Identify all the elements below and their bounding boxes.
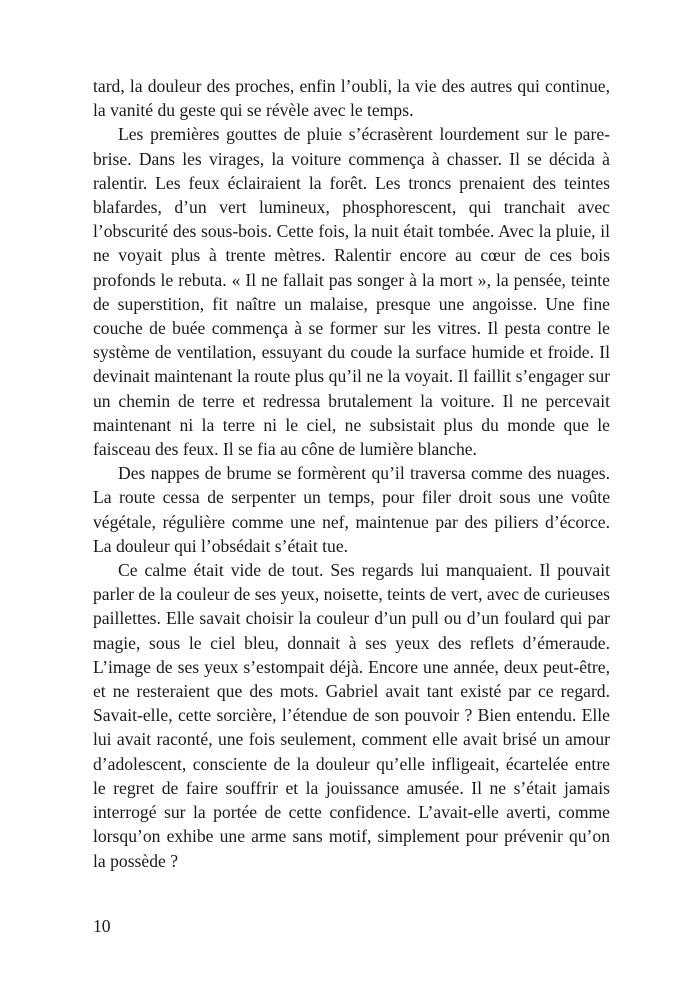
page-number: 10 — [93, 916, 111, 936]
paragraph-continued: tard, la douleur des proches, enfin l’oubli, la vie des autres qui continue, la vanité du geste qui se révèle avec le temps. — [93, 76, 610, 121]
paragraph-rain: Les premières gouttes de pluie s’écrasèrent lourdement sur le pare-brise. Dans les virages, la voiture commença à chasser. Il se décida à ralentir. Les feux éclairaient la forêt. Les troncs prenaient des teintes blafardes, d’un vert lumineux, phosphorescent, qui tranchait avec l’obscurité des sous-bois. Cette fois, la nuit était tombée. Avec la pluie, il ne voyait plus à trente mètres. Ralentir encore au cœur de ces bois profonds le rebuta. « Il ne fallait pas songer à la mort », la pensée, teinte de superstition, fit naître un malaise, presque une angoisse. Une fine couche de buée commença à se former sur les vitres. Il pesta contre le système de ventilation, essuyant du coude la surface humide et froide. Il devinait maintenant la route plus qu’il ne la voyait. Il faillit s’engager sur un chemin de terre et redressa brutalement la voiture. Il ne percevait maintenant ni la terre ni le ciel, ne subsistait plus du monde que le faisceau des feux. Il se fia au cône de lumière blanche. — [93, 124, 610, 460]
paragraph-mist: Des nappes de brume se formèrent qu’il traversa comme des nuages. La route cessa de serpenter un temps, pour filer droit sous une voûte végétale, régulière comme une nef, maintenue par des piliers d’écorce. La douleur qui l’obsédait s’était tue. — [93, 463, 610, 556]
body-text — [93, 74, 610, 873]
paragraph-calm: Ce calme était vide de tout. Ses regards lui manquaient. Il pouvait parler de la couleur de ses yeux, noisette, teints de vert, avec de curieuses paillettes. Elle savait choisir la couleur d’un pull ou d’un foulard qui par magie, sous le ciel bleu, donnait à ses yeux des reflets d’émeraude. L’image de ses yeux s’estompait déjà. Encore une année, deux peut-être, et ne resteraient que des mots. Gabriel avait tant existé par ce regard. Savait-elle, cette sorcière, l’étendue de son pouvoir ? Bien entendu. Elle lui avait raconté, une fois seulement, comment elle avait brisé un amour d’adolescent, consciente de la douleur qu’elle infligeait, écartelée entre le regret de faire souffrir et la jouissance amusée. Il ne s’était jamais interrogé sur la portée de cette confidence. L’avait-elle averti, comme lorsqu’on exhibe une arme sans motif, simplement pour prévenir qu’on la possède ? — [93, 560, 610, 871]
